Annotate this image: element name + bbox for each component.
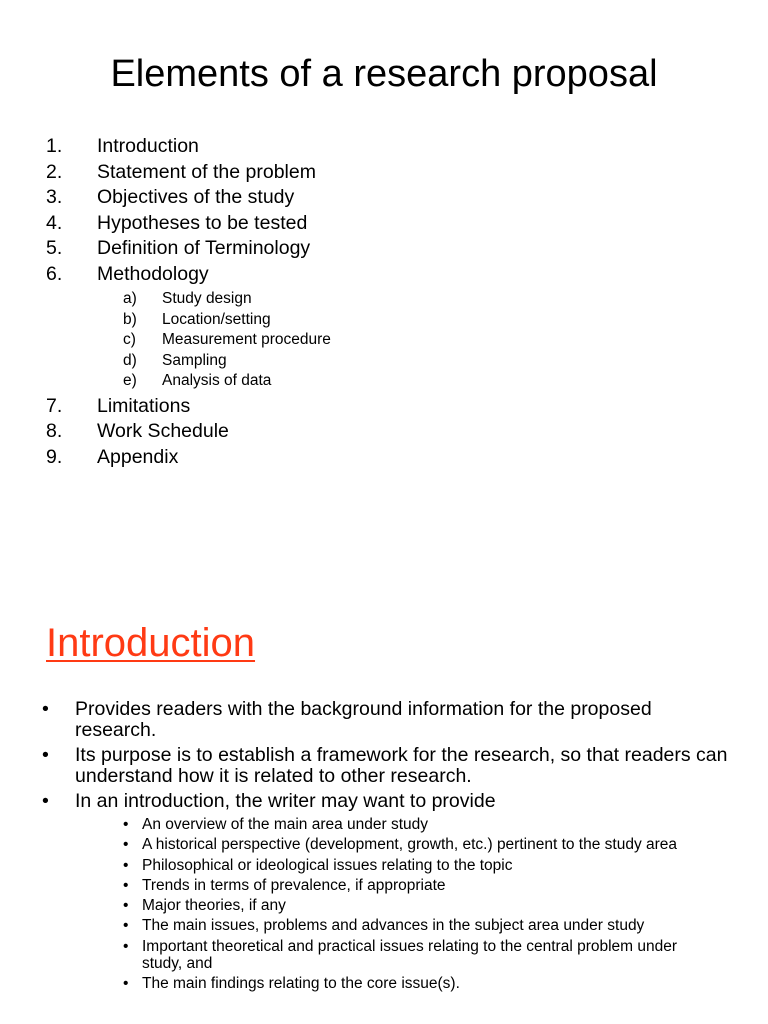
subbullet-item — [0, 816, 768, 833]
subbullet-item — [0, 836, 768, 853]
slide-title: Introduction — [46, 621, 256, 665]
sublist-item — [0, 289, 700, 310]
sublist-item — [0, 330, 700, 351]
bullet-icon: • — [42, 698, 49, 720]
list-label: Introduction — [97, 135, 199, 157]
subbullet-text: A historical perspective (development, growth, etc.) pertinent to the study area — [142, 836, 678, 854]
list-label: Work Schedule — [97, 420, 229, 442]
subbullet-text: Trends in terms of prevalence, if appropriate — [142, 876, 446, 894]
introduction-bullets — [0, 699, 768, 995]
list-label: Definition of Terminology — [97, 237, 311, 259]
list-item — [0, 262, 700, 288]
list-number: 6. — [46, 262, 63, 285]
bullet-icon: • — [123, 836, 129, 854]
sublist-letter: e) — [123, 372, 137, 389]
subbullet-item — [0, 897, 768, 914]
subbullet-text: Philosophical or ideological issues relating to the topic — [142, 856, 513, 874]
list-label: Methodology — [97, 262, 209, 285]
list-number: 2. — [46, 160, 63, 183]
list-number: 5. — [46, 237, 63, 259]
subbullet-text: An overview of the main area under study — [142, 816, 429, 833]
bullet-item — [0, 791, 768, 812]
subbullet-text: Major theories, if any — [142, 897, 286, 915]
sublist-item — [0, 351, 700, 372]
sublist-label: Location/setting — [162, 310, 271, 328]
list-number: 1. — [46, 135, 63, 157]
bullet-icon: • — [123, 816, 129, 833]
list-item — [0, 236, 700, 262]
bullet-icon: • — [42, 790, 49, 812]
methodology-sublist — [0, 289, 700, 392]
list-number: 9. — [46, 445, 63, 468]
sublist-item — [0, 371, 700, 392]
sublist-item — [0, 310, 700, 331]
sublist-letter: a) — [123, 290, 137, 307]
list-label: Appendix — [97, 445, 179, 468]
list-label: Objectives of the study — [97, 186, 295, 208]
sublist-letter: b) — [123, 310, 137, 328]
slide-introduction — [0, 512, 768, 1024]
slide-title: Elements of a research proposal — [110, 53, 658, 95]
list-label: Statement of the problem — [97, 160, 316, 183]
bullet-icon: • — [123, 897, 129, 915]
bullet-text: Provides readers with the background information for the proposed research. — [75, 698, 652, 741]
subbullet-text: The main issues, problems and advances in the subject area under study — [142, 917, 645, 935]
bullet-item — [0, 699, 768, 741]
list-item — [0, 419, 700, 445]
bullet-text: In an introduction, the writer may want to provide — [75, 790, 496, 812]
list-item — [0, 160, 700, 186]
list-item — [0, 211, 700, 237]
subbullet-item — [0, 938, 768, 972]
bullet-icon: • — [42, 744, 49, 766]
subbullet-text: Important theoretical and practical issues relating to the central problem under study, and — [142, 937, 678, 972]
sublist-label: Analysis of data — [162, 372, 272, 389]
bullet-icon: • — [123, 856, 129, 874]
list-number: 4. — [46, 211, 63, 234]
proposal-elements-list — [0, 134, 700, 470]
list-label: Limitations — [97, 394, 191, 417]
bullet-icon: • — [123, 917, 129, 935]
subbullet-item — [0, 917, 768, 934]
sublist-label: Sampling — [162, 351, 227, 369]
subbullet-item — [0, 857, 768, 874]
sublist-letter: d) — [123, 351, 137, 369]
list-number: 3. — [46, 186, 63, 208]
list-item — [0, 134, 700, 160]
list-item — [0, 445, 700, 471]
subbullet-item — [0, 877, 768, 894]
subbullet-item — [0, 975, 768, 992]
list-number: 7. — [46, 394, 63, 417]
bullet-icon: • — [123, 876, 129, 894]
bullet-text: Its purpose is to establish a framework for the research, so that readers can understand how it is related to other research. — [75, 744, 728, 787]
sublist-label: Study design — [162, 290, 252, 307]
list-label: Hypotheses to be tested — [97, 211, 308, 234]
bullet-item — [0, 745, 768, 787]
sublist-label: Measurement procedure — [162, 331, 331, 348]
bullet-icon: • — [123, 975, 129, 993]
sublist-letter: c) — [123, 331, 136, 348]
subbullet-text: The main findings relating to the core issue(s). — [142, 975, 460, 993]
bullet-icon: • — [123, 937, 129, 955]
introduction-subbullets — [0, 816, 768, 992]
list-item — [0, 394, 700, 420]
list-number: 8. — [46, 420, 63, 442]
list-item — [0, 185, 700, 211]
